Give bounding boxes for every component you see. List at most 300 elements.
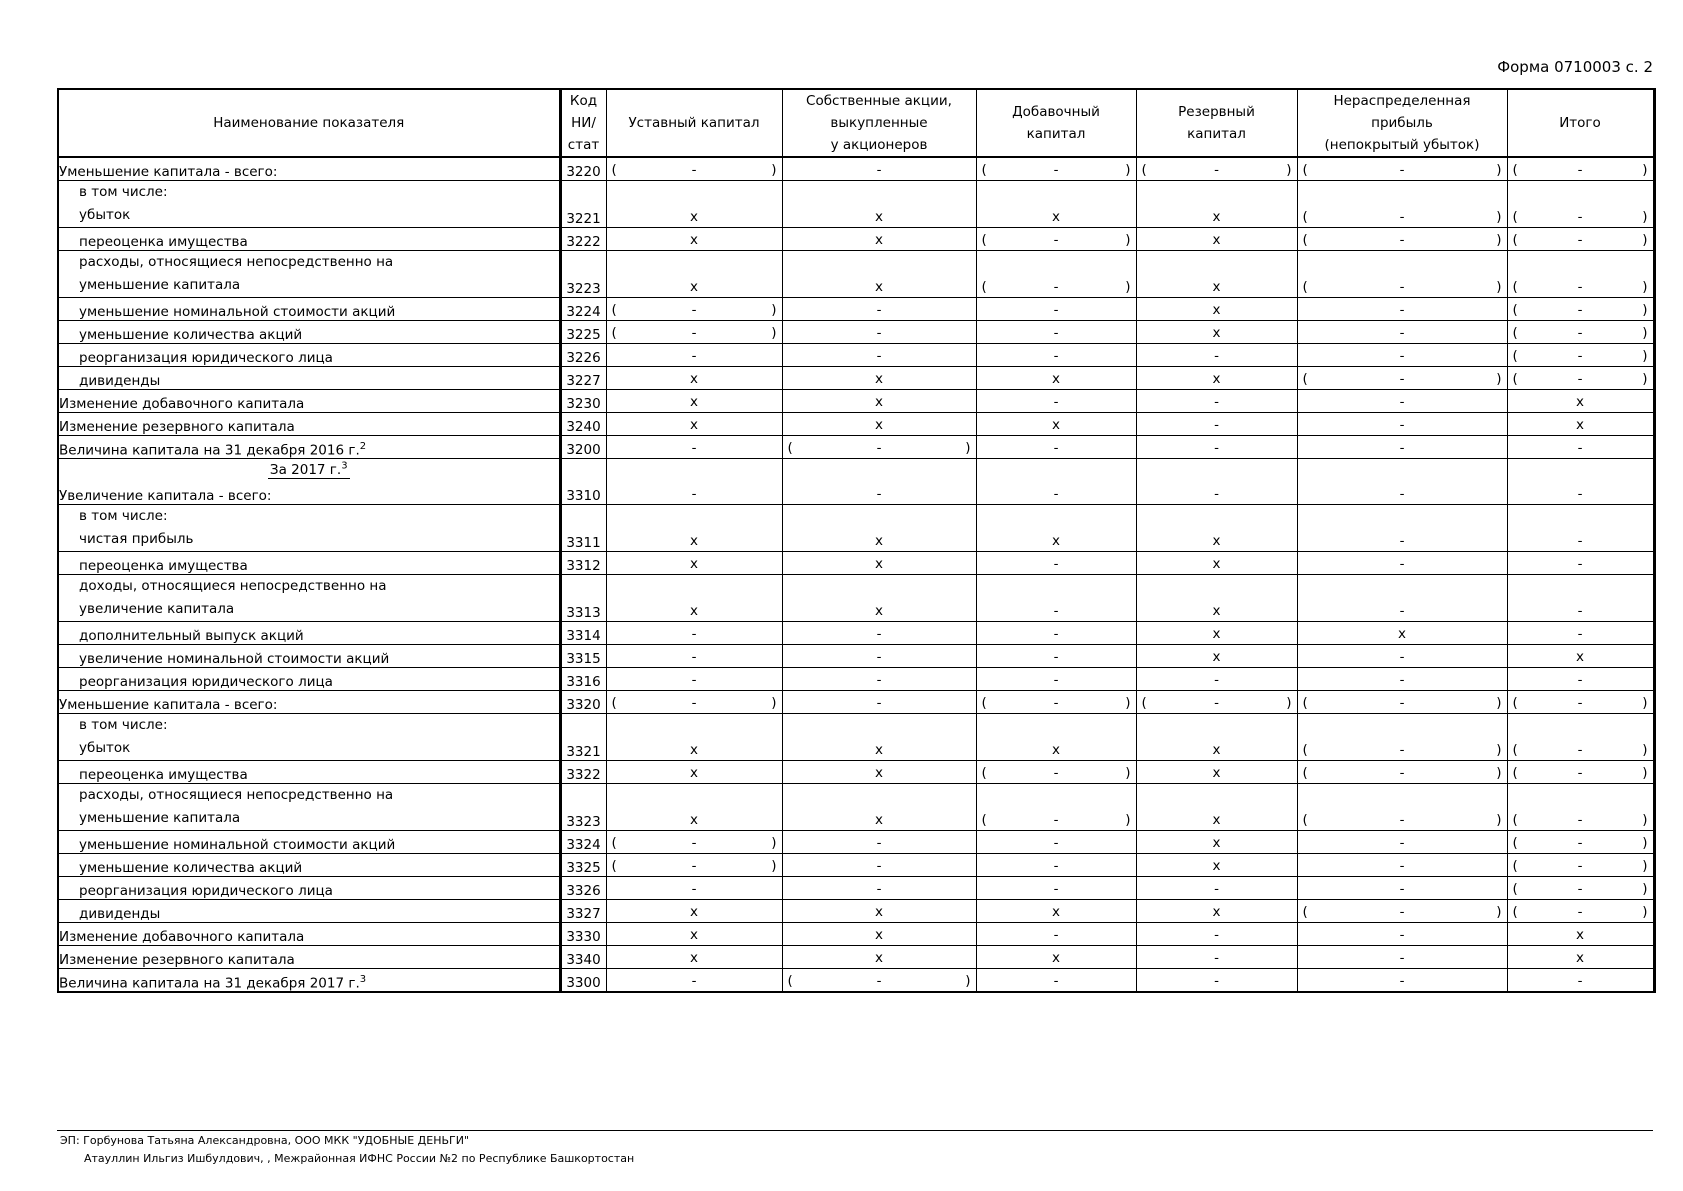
cell-total: [1507, 552, 1654, 575]
cell-content: [607, 902, 782, 922]
row-label-lines: [79, 251, 559, 297]
cell-additional-capital: [976, 877, 1136, 900]
cell-retained-earnings: [1297, 228, 1507, 251]
row-code: 3310: [560, 459, 606, 505]
cell-value: -: [1214, 973, 1219, 989]
cell-value: -: [1399, 904, 1405, 920]
close-paren: ): [1496, 371, 1502, 387]
row-code: 3320: [560, 691, 606, 714]
cell-reserve-capital: [1136, 691, 1297, 714]
cell-content: [607, 879, 782, 899]
row-code: 3340: [560, 946, 606, 969]
cell-value: -: [1399, 812, 1405, 828]
row-label-line: расходы, относящиеся непосредственно на: [79, 787, 394, 803]
cell-value: -: [691, 881, 697, 897]
cell-own-shares: [782, 575, 976, 622]
cell-total: [1507, 321, 1654, 344]
cell-value: -: [1399, 603, 1405, 619]
cell-value: -: [1577, 812, 1583, 828]
open-paren: (: [1512, 858, 1518, 874]
cell-own-shares: [782, 459, 976, 505]
cell-content: [1137, 300, 1297, 320]
cell-additional-capital: [976, 459, 1136, 505]
open-paren: (: [611, 695, 617, 711]
open-paren: (: [1512, 279, 1518, 295]
cell-content: [607, 740, 782, 760]
cell-charter-capital: [606, 714, 782, 761]
cell-value: x: [1052, 417, 1060, 433]
cell-value: -: [1053, 394, 1059, 410]
cell-content: [1508, 624, 1653, 644]
cell-content: [977, 810, 1136, 830]
cell-value: -: [876, 858, 882, 874]
row-code: 3220: [560, 157, 606, 181]
cell-value: x: [1212, 626, 1221, 642]
close-paren: ): [771, 695, 777, 711]
cell-value: -: [1399, 348, 1405, 364]
cell-total: [1507, 946, 1654, 969]
open-paren: (: [1512, 371, 1518, 387]
cell-content: [1508, 971, 1653, 991]
cell-content: [1508, 160, 1653, 180]
row-label: [58, 413, 560, 436]
cell-reserve-capital: [1136, 831, 1297, 854]
header-retained-line: прибыль: [1371, 115, 1433, 131]
cell-content: [977, 369, 1136, 389]
cell-content: [1137, 415, 1297, 435]
close-paren: ): [1642, 881, 1648, 897]
cell-content: [1137, 763, 1297, 783]
table-row: [58, 344, 1654, 367]
cell-content: [783, 647, 976, 667]
open-paren: (: [787, 973, 793, 989]
cell-content: [1298, 531, 1507, 551]
cell-value: -: [691, 302, 697, 318]
cell-retained-earnings: [1297, 854, 1507, 877]
cell-content: [783, 323, 976, 343]
cell-value: -: [1399, 325, 1405, 341]
cell-content: [977, 647, 1136, 667]
signature-line-2: Атауллин Ильгиз Ишбулдович, , Межрайонная ИФНС России №2 по Республике Башкортостан: [84, 1152, 635, 1165]
cell-content: [1137, 740, 1297, 760]
cell-content: [977, 624, 1136, 644]
open-paren: (: [981, 812, 987, 828]
cell-content: [783, 392, 976, 412]
cell-value: x: [1576, 417, 1584, 433]
cell-retained-earnings: [1297, 714, 1507, 761]
row-label: [58, 505, 560, 552]
cell-additional-capital: [976, 668, 1136, 691]
cell-value: x: [875, 765, 883, 781]
cell-value: -: [876, 649, 882, 665]
cell-charter-capital: [606, 390, 782, 413]
cell-total: [1507, 459, 1654, 505]
close-paren: ): [771, 302, 777, 318]
cell-content: [1298, 879, 1507, 899]
row-label: [58, 622, 560, 645]
close-paren: ): [1125, 279, 1131, 295]
table-row: [58, 181, 1654, 228]
cell-value: -: [1214, 440, 1219, 456]
close-paren: ): [1125, 695, 1131, 711]
cell-value: x: [875, 232, 883, 248]
cell-content: [977, 300, 1136, 320]
row-label-text: Изменение добавочного капитала: [59, 929, 305, 945]
cell-content: [783, 833, 976, 853]
table-row: [58, 900, 1654, 923]
cell-value: -: [1399, 486, 1405, 502]
cell-charter-capital: [606, 505, 782, 552]
row-label-line: в том числе:: [79, 508, 168, 524]
cell-additional-capital: [976, 691, 1136, 714]
close-paren: ): [1642, 162, 1648, 178]
cell-value: -: [1577, 695, 1583, 711]
cell-value: -: [1214, 695, 1219, 711]
cell-value: x: [1212, 812, 1221, 828]
cell-retained-earnings: [1297, 575, 1507, 622]
header-own-shares-line: выкупленные: [830, 115, 928, 131]
cell-content: [1298, 624, 1507, 644]
cell-charter-capital: [606, 436, 782, 459]
cell-value: -: [1577, 302, 1583, 318]
cell-additional-capital: [976, 946, 1136, 969]
row-label: [58, 691, 560, 714]
cell-value: -: [1214, 881, 1219, 897]
cell-value: -: [1053, 279, 1059, 295]
cell-total: [1507, 622, 1654, 645]
cell-content: [783, 670, 976, 690]
cell-value: -: [1399, 649, 1405, 665]
cell-value: -: [691, 440, 697, 456]
cell-own-shares: [782, 668, 976, 691]
row-label-line: убыток: [79, 207, 131, 223]
header-additional-line: капитал: [1026, 126, 1086, 142]
row-code: 3240: [560, 413, 606, 436]
cell-value: x: [1212, 765, 1221, 781]
row-label: [58, 390, 560, 413]
row-label: [58, 251, 560, 298]
cell-additional-capital: [976, 321, 1136, 344]
cell-own-shares: [782, 622, 976, 645]
row-label-lines: [79, 784, 559, 830]
row-code: 3330: [560, 923, 606, 946]
header-code-line: НИ/: [571, 115, 596, 131]
row-label: [58, 344, 560, 367]
row-label-text: переоценка имущества: [79, 234, 248, 250]
cell-content: [607, 624, 782, 644]
cell-value: -: [876, 302, 882, 318]
open-paren: (: [981, 162, 987, 178]
cell-value: -: [1053, 695, 1059, 711]
cell-content: [783, 948, 976, 968]
cell-content: [977, 207, 1136, 227]
table-row: [58, 622, 1654, 645]
cell-retained-earnings: [1297, 413, 1507, 436]
row-code: 3322: [560, 761, 606, 784]
cell-additional-capital: [976, 390, 1136, 413]
cell-content: [1508, 484, 1653, 504]
close-paren: ): [1642, 325, 1648, 341]
cell-own-shares: [782, 761, 976, 784]
cell-retained-earnings: [1297, 552, 1507, 575]
row-label-text: уменьшение номинальной стоимости акций: [79, 837, 396, 853]
cell-value: -: [1577, 325, 1583, 341]
table-row: [58, 157, 1654, 181]
cell-reserve-capital: [1136, 157, 1297, 181]
row-code: 3230: [560, 390, 606, 413]
cell-content: [1508, 810, 1653, 830]
cell-content: [1508, 277, 1653, 297]
cell-value: x: [690, 533, 698, 549]
header-additional-line: Добавочный: [1012, 104, 1100, 120]
cell-value: -: [1577, 626, 1583, 642]
cell-total: [1507, 761, 1654, 784]
cell-retained-earnings: [1297, 367, 1507, 390]
cell-content: [1137, 624, 1297, 644]
cell-content: [607, 647, 782, 667]
cell-content: [1508, 554, 1653, 574]
cell-content: [783, 484, 976, 504]
cell-reserve-capital: [1136, 714, 1297, 761]
cell-content: [1508, 207, 1653, 227]
row-code: 3227: [560, 367, 606, 390]
cell-total: [1507, 923, 1654, 946]
row-label-text: уменьшение номинальной стоимости акций: [79, 304, 396, 320]
cell-reserve-capital: [1136, 923, 1297, 946]
cell-reserve-capital: [1136, 228, 1297, 251]
cell-additional-capital: [976, 298, 1136, 321]
cell-value: x: [690, 371, 698, 387]
cell-value: x: [1052, 533, 1060, 549]
cell-content: [783, 160, 976, 180]
cell-content: [783, 810, 976, 830]
cell-value: x: [1052, 371, 1060, 387]
cell-value: -: [1399, 835, 1405, 851]
cell-content: [977, 670, 1136, 690]
cell-content: [783, 531, 976, 551]
cell-content: [1508, 392, 1653, 412]
cell-total: [1507, 251, 1654, 298]
cell-reserve-capital: [1136, 969, 1297, 993]
cell-value: x: [1212, 209, 1221, 225]
cell-value: -: [1399, 440, 1405, 456]
cell-value: x: [690, 417, 698, 433]
cell-content: [607, 392, 782, 412]
cell-content: [1298, 369, 1507, 389]
cell-reserve-capital: [1136, 390, 1297, 413]
open-paren: (: [611, 325, 617, 341]
cell-content: [1298, 763, 1507, 783]
cell-retained-earnings: [1297, 645, 1507, 668]
open-paren: (: [1512, 325, 1518, 341]
close-paren: ): [1642, 812, 1648, 828]
row-label-text: переоценка имущества: [79, 558, 248, 574]
cell-value: x: [875, 904, 883, 920]
cell-value: -: [1399, 232, 1405, 248]
cell-charter-capital: [606, 761, 782, 784]
row-label-text: Изменение резервного капитала: [59, 952, 295, 968]
cell-value: -: [1053, 858, 1059, 874]
cell-value: -: [876, 881, 882, 897]
cell-value: -: [1399, 394, 1405, 410]
table-header-row: [58, 89, 1654, 157]
cell-value: -: [1214, 672, 1219, 688]
cell-value: -: [876, 672, 882, 688]
cell-content: [977, 346, 1136, 366]
cell-content: [1298, 902, 1507, 922]
open-paren: (: [1512, 904, 1518, 920]
cell-content: [607, 693, 782, 713]
cell-content: [977, 415, 1136, 435]
cell-content: [783, 369, 976, 389]
open-paren: (: [1512, 695, 1518, 711]
cell-value: -: [1577, 742, 1583, 758]
cell-value: -: [1577, 858, 1583, 874]
cell-value: x: [1212, 649, 1221, 665]
cell-content: [1298, 925, 1507, 945]
cell-content: [783, 415, 976, 435]
cell-value: -: [1053, 162, 1059, 178]
close-paren: ): [1642, 904, 1648, 920]
cell-reserve-capital: [1136, 900, 1297, 923]
cell-retained-earnings: [1297, 298, 1507, 321]
cell-reserve-capital: [1136, 761, 1297, 784]
cell-reserve-capital: [1136, 367, 1297, 390]
cell-total: [1507, 157, 1654, 181]
open-paren: (: [981, 279, 987, 295]
cell-content: [1298, 856, 1507, 876]
cell-additional-capital: [976, 251, 1136, 298]
cell-total: [1507, 691, 1654, 714]
cell-retained-earnings: [1297, 900, 1507, 923]
cell-content: [607, 763, 782, 783]
cell-value: x: [690, 950, 698, 966]
cell-additional-capital: [976, 413, 1136, 436]
cell-own-shares: [782, 367, 976, 390]
cell-content: [1508, 948, 1653, 968]
cell-content: [1508, 670, 1653, 690]
cell-charter-capital: [606, 228, 782, 251]
open-paren: (: [1302, 695, 1308, 711]
header-reserve-capital: [1136, 89, 1297, 157]
cell-value: -: [1053, 302, 1059, 318]
cell-reserve-capital: [1136, 668, 1297, 691]
close-paren: ): [771, 162, 777, 178]
cell-content: [783, 277, 976, 297]
row-code: 3312: [560, 552, 606, 575]
cell-value: -: [876, 440, 882, 456]
cell-value: -: [1214, 486, 1219, 502]
cell-value: -: [1399, 672, 1405, 688]
cell-own-shares: [782, 946, 976, 969]
row-label: [58, 459, 560, 505]
cell-content: [1298, 300, 1507, 320]
cell-content: [607, 856, 782, 876]
cell-value: -: [876, 835, 882, 851]
cell-total: [1507, 344, 1654, 367]
cell-value: x: [1212, 556, 1221, 572]
cell-additional-capital: [976, 854, 1136, 877]
row-label-line: расходы, относящиеся непосредственно на: [79, 254, 394, 270]
row-label-text: Изменение добавочного капитала: [59, 396, 305, 412]
cell-content: [977, 925, 1136, 945]
header-retained-earnings: [1297, 89, 1507, 157]
cell-value: x: [875, 279, 883, 295]
cell-value: -: [1399, 927, 1405, 943]
cell-additional-capital: [976, 622, 1136, 645]
cell-value: -: [1577, 348, 1583, 364]
table-row: [58, 877, 1654, 900]
cell-total: [1507, 505, 1654, 552]
cell-value: -: [691, 325, 697, 341]
cell-content: [1137, 346, 1297, 366]
cell-value: x: [1052, 904, 1060, 920]
cell-content: [977, 531, 1136, 551]
open-paren: (: [1302, 371, 1308, 387]
table-row: [58, 946, 1654, 969]
cell-own-shares: [782, 923, 976, 946]
table-row: [58, 321, 1654, 344]
cell-value: x: [690, 603, 698, 619]
row-label-text: увеличение номинальной стоимости акций: [79, 651, 390, 667]
cell-content: [977, 392, 1136, 412]
cell-total: [1507, 668, 1654, 691]
open-paren: (: [1512, 835, 1518, 851]
cell-value: x: [875, 927, 883, 943]
cell-value: x: [690, 765, 698, 781]
cell-value: -: [1577, 765, 1583, 781]
cell-value: -: [1399, 556, 1405, 572]
row-label-text: дополнительный выпуск акций: [79, 628, 304, 644]
cell-retained-earnings: [1297, 831, 1507, 854]
table-row: [58, 552, 1654, 575]
cell-additional-capital: [976, 923, 1136, 946]
cell-value: -: [1053, 626, 1059, 642]
cell-value: -: [691, 348, 697, 364]
row-code: 3222: [560, 228, 606, 251]
period-heading: [59, 460, 559, 478]
cell-value: -: [876, 973, 882, 989]
cell-value: x: [1212, 325, 1221, 341]
cell-value: -: [1399, 162, 1405, 178]
table-row: [58, 854, 1654, 877]
capital-changes-table: [57, 88, 1656, 993]
cell-charter-capital: [606, 344, 782, 367]
cell-content: [977, 601, 1136, 621]
cell-retained-earnings: [1297, 251, 1507, 298]
cell-value: -: [876, 162, 882, 178]
cell-value: -: [1053, 881, 1059, 897]
cell-content: [1137, 207, 1297, 227]
cell-value: -: [1214, 950, 1219, 966]
cell-value: x: [690, 812, 698, 828]
row-code: 3326: [560, 877, 606, 900]
cell-content: [783, 902, 976, 922]
footnote-mark: 3: [359, 973, 367, 985]
row-code: 3327: [560, 900, 606, 923]
row-code: 3221: [560, 181, 606, 228]
cell-value: x: [875, 556, 883, 572]
open-paren: (: [1141, 162, 1147, 178]
cell-content: [977, 554, 1136, 574]
close-paren: ): [1642, 742, 1648, 758]
cell-content: [1298, 438, 1507, 458]
cell-charter-capital: [606, 668, 782, 691]
cell-content: [607, 484, 782, 504]
cell-content: [607, 531, 782, 551]
cell-charter-capital: [606, 298, 782, 321]
cell-own-shares: [782, 714, 976, 761]
